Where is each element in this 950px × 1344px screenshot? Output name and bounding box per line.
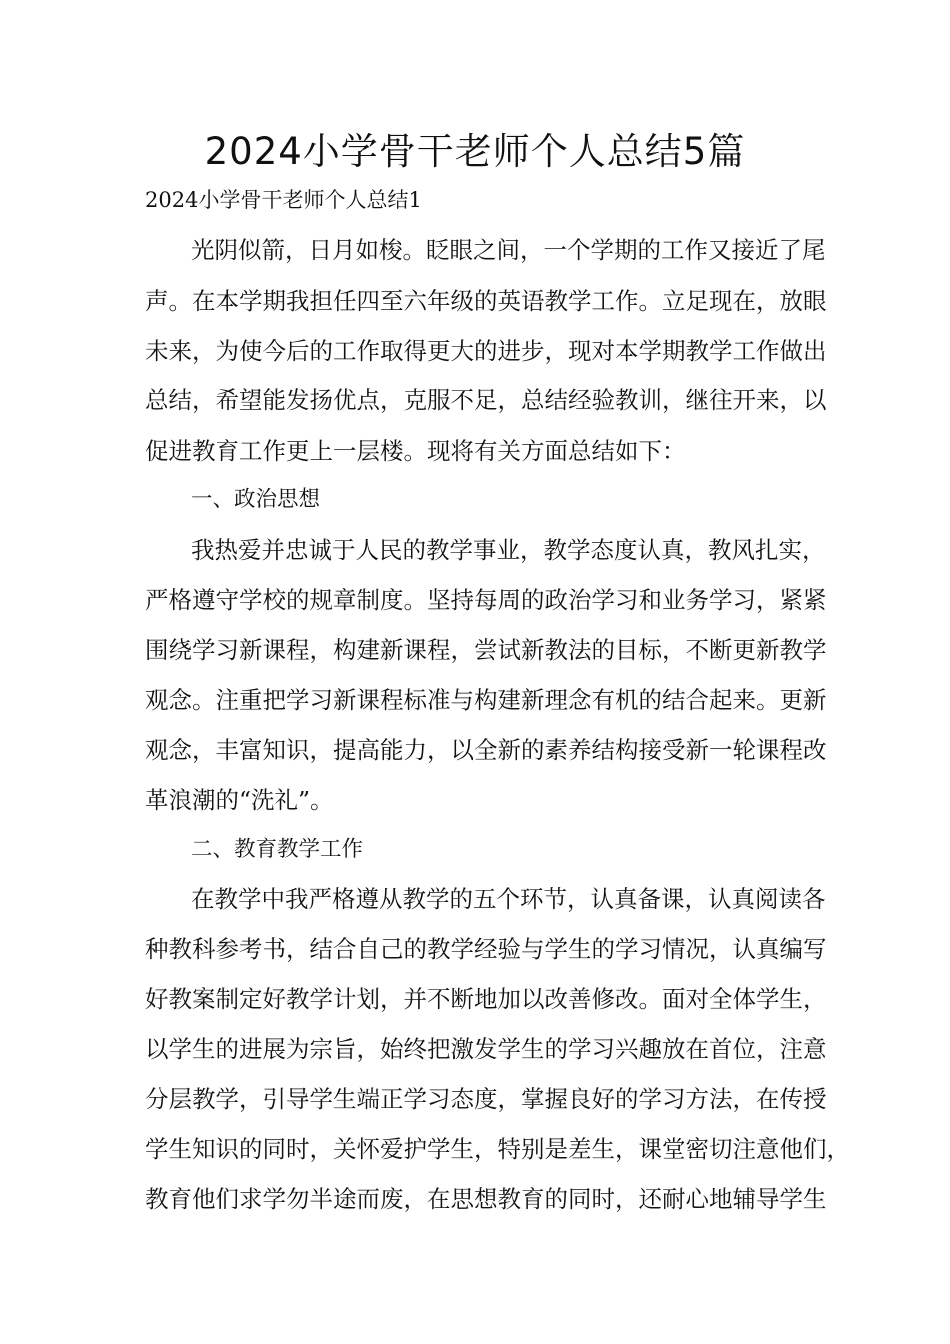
paragraph-line: 围绕学习新课程，构建新课程，尝试新教法的目标，不断更新教学 bbox=[145, 636, 827, 664]
paragraph-line: 观念。注重把学习新课程标准与构建新理念有机的结合起来。更新 bbox=[145, 686, 827, 714]
paragraph-line: 声。在本学期我担任四至六年级的英语教学工作。立足现在，放眼 bbox=[145, 287, 827, 315]
section-heading: 二、教育教学工作 bbox=[191, 837, 364, 862]
section-heading: 一、政治思想 bbox=[191, 487, 321, 512]
section-subtitle: 2024小学骨干老师个人总结1 bbox=[145, 188, 422, 212]
paragraph-line: 我热爱并忠诚于人民的教学事业，教学态度认真，教风扎实， bbox=[191, 536, 826, 564]
paragraph-line: 种教科参考书，结合自己的教学经验与学生的学习情况，认真编写 bbox=[145, 935, 827, 963]
paragraph-line: 总结，希望能发扬优点，克服不足，总结经验教训，继往开来，以 bbox=[145, 386, 827, 414]
paragraph-line: 学生知识的同时，关怀爱护学生，特别是差生，课堂密切注意他们， bbox=[145, 1135, 850, 1163]
paragraph-line: 促进教育工作更上一层楼。现将有关方面总结如下： bbox=[145, 437, 686, 465]
document-title: 2024小学骨干老师个人总结5篇 bbox=[204, 130, 746, 173]
paragraph-line: 严格遵守学校的规章制度。坚持每周的政治学习和业务学习，紧紧 bbox=[145, 586, 827, 614]
paragraph-line: 教育他们求学勿半途而废，在思想教育的同时，还耐心地辅导学生 bbox=[145, 1185, 827, 1213]
paragraph-line: 好教案制定好教学计划，并不断地加以改善修改。面对全体学生， bbox=[145, 985, 827, 1013]
paragraph-line: 光阴似箭，日月如梭。眨眼之间，一个学期的工作又接近了尾 bbox=[191, 236, 826, 264]
paragraph-line: 未来，为使今后的工作取得更大的进步，现对本学期教学工作做出 bbox=[145, 337, 827, 365]
paragraph-line: 观念，丰富知识，提高能力，以全新的素养结构接受新一轮课程改 bbox=[145, 736, 827, 764]
paragraph-line: 革浪潮的“洗礼”。 bbox=[145, 786, 334, 814]
paragraph-line: 在教学中我严格遵从教学的五个环节，认真备课，认真阅读各 bbox=[191, 885, 826, 913]
paragraph-line: 分层教学，引导学生端正学习态度，掌握良好的学习方法，在传授 bbox=[145, 1085, 827, 1113]
paragraph-line: 以学生的进展为宗旨，始终把激发学生的学习兴趣放在首位，注意 bbox=[145, 1035, 827, 1063]
